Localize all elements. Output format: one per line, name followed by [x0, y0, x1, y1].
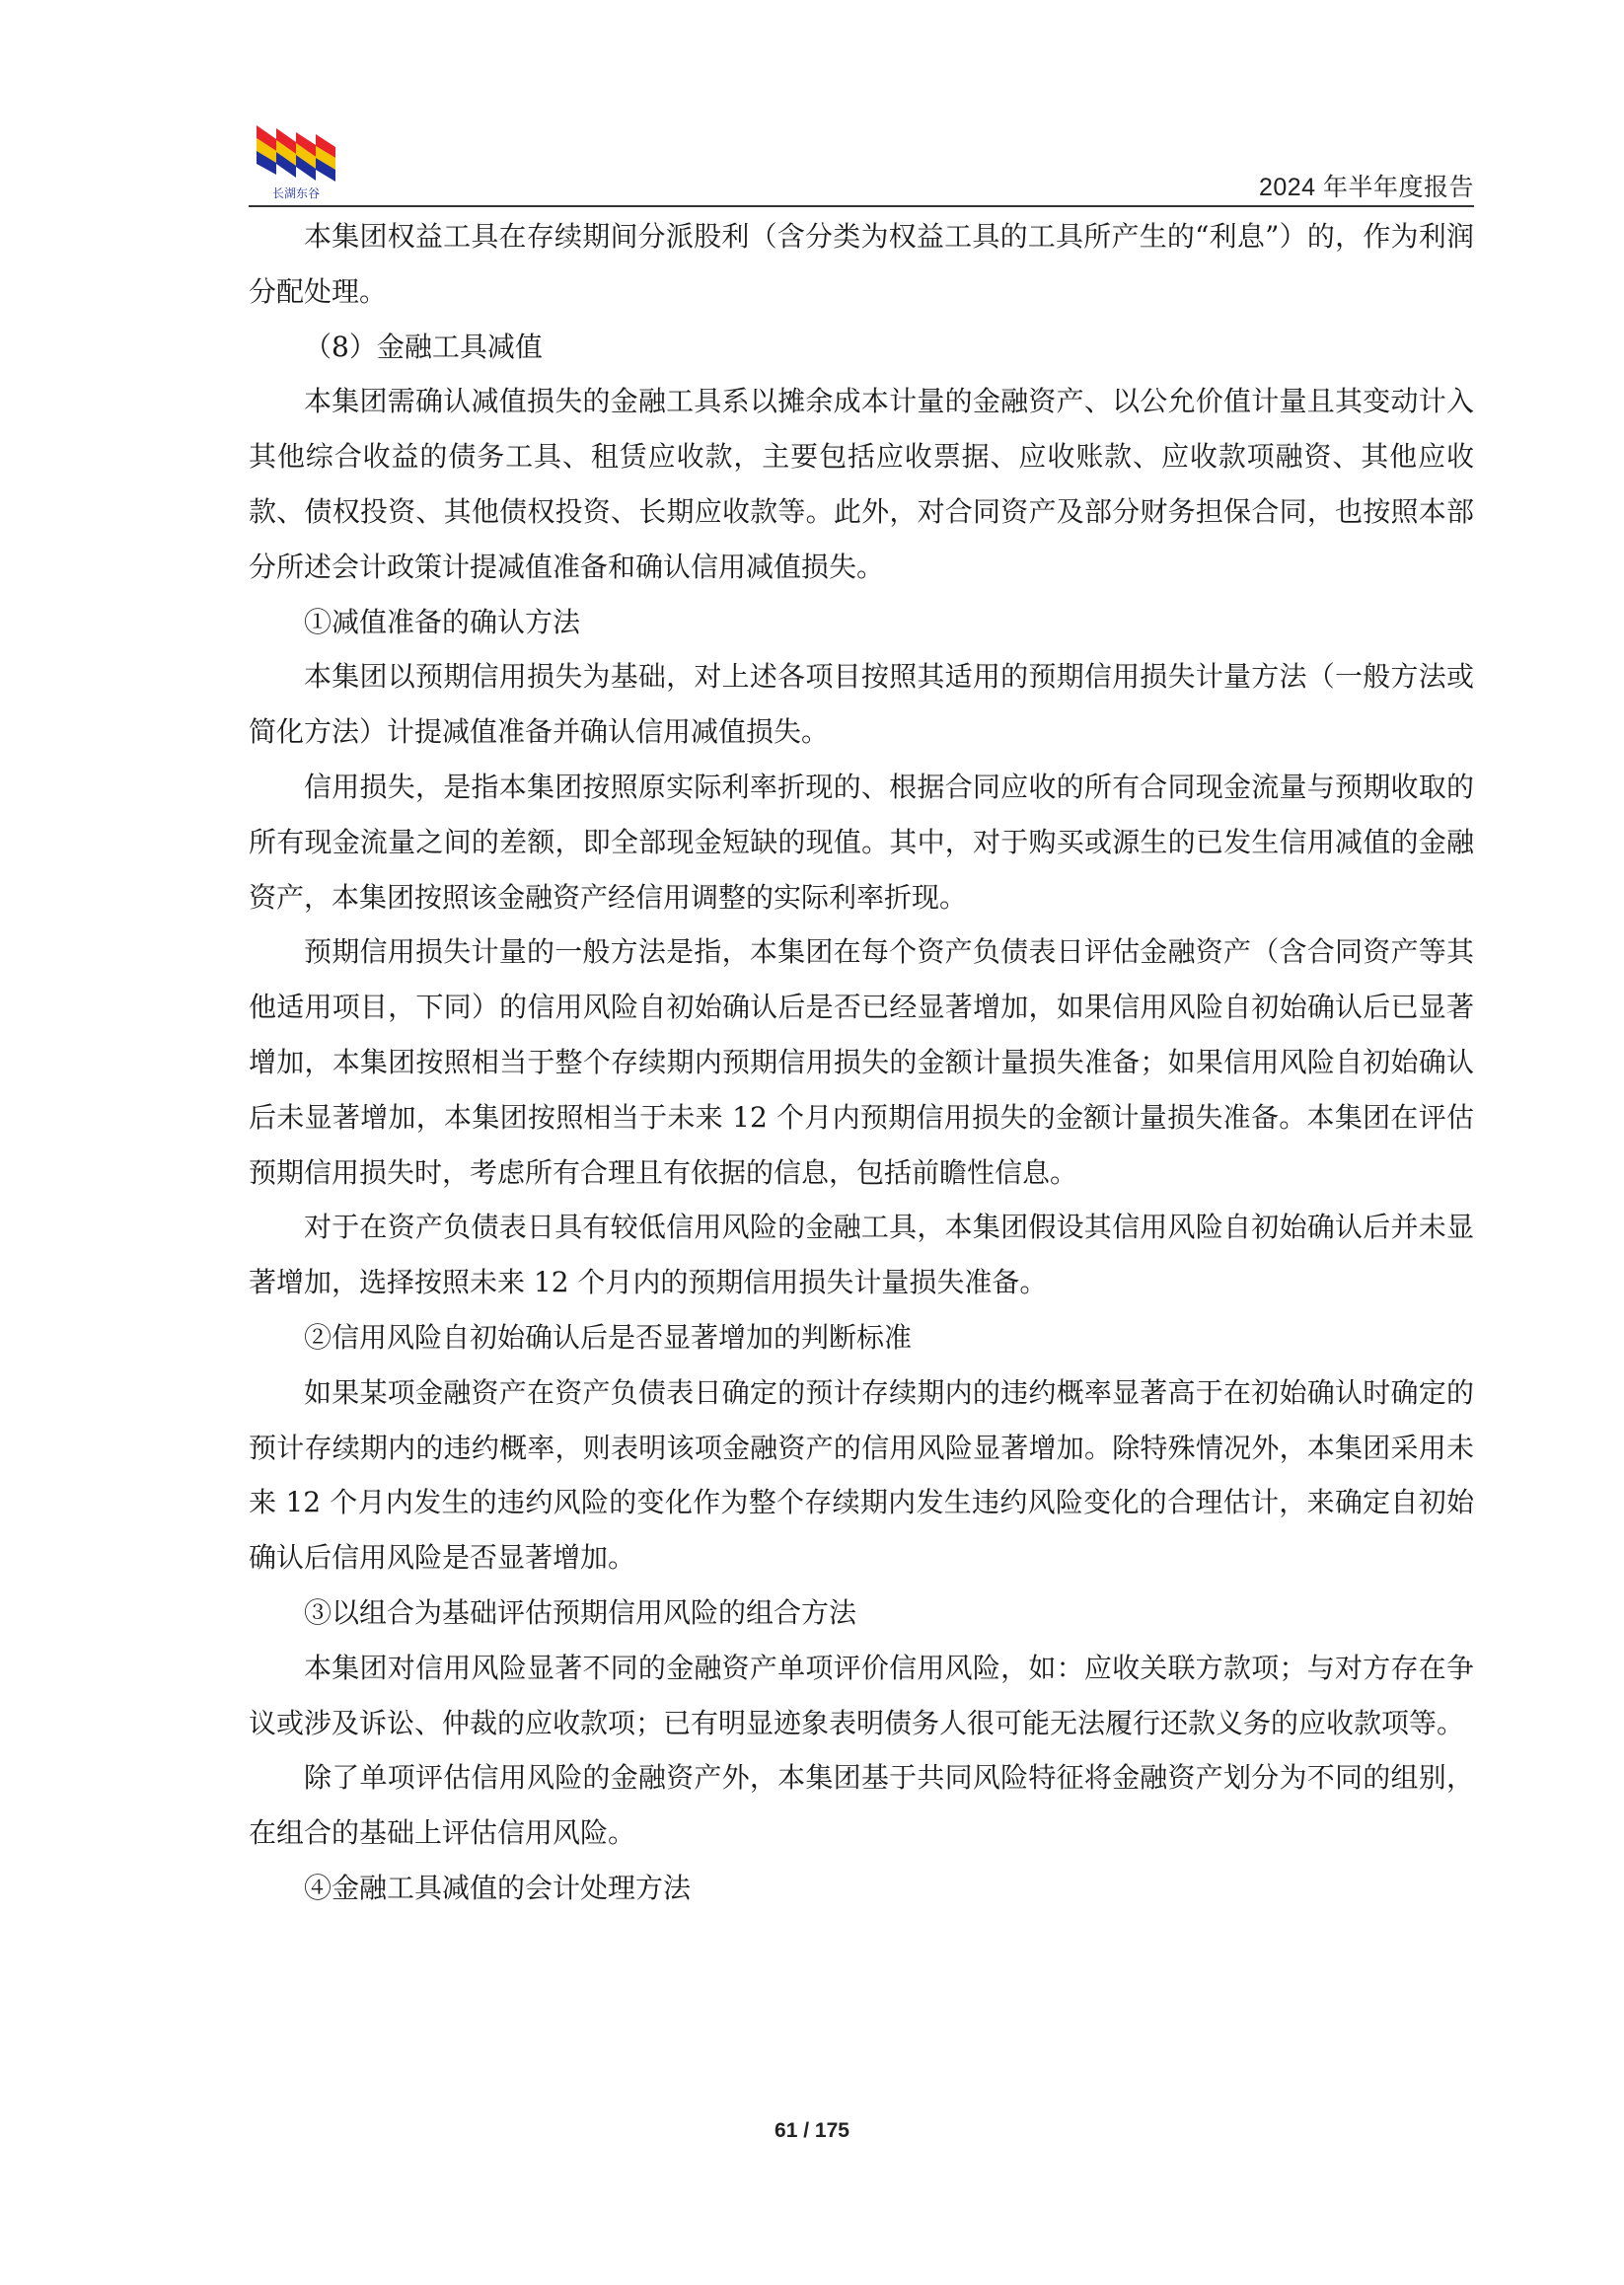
subsection-heading: ③以组合为基础评估预期信用风险的组合方法 — [304, 1595, 857, 1629]
header-divider — [249, 205, 1474, 207]
paragraph: 本集团以预期信用损失为基础，对上述各项目按照其适用的预期信用损失计量方法（一般方法或简化方法）计提减值准备并确认信用减值损失。 — [249, 660, 1474, 749]
page-header — [249, 116, 1474, 207]
page-number: 61 / 175 — [775, 2119, 849, 2142]
paragraph: 预期信用损失计量的一般方法是指，本集团在每个资产负债表日评估金融资产（含合同资产等其他适用项目，下同）的信用风险自初始确认后是否已经显著增加，如果信用风险自初始确认后已显著增加，本集团按照相当于整个存续期内预期信用损失的金额计量损失准备；如果信用风险自初始确认后未显著增加，本集团按照相当于未来 12 个月内预期信用损失的金额计量损失准备。本集团在评估预期信用损失时，考虑所有合理且有依据的信息，包括前瞻性信息。 — [249, 935, 1474, 1189]
body-text — [249, 209, 1474, 1916]
report-title: 2024 年半年度报告 — [1258, 174, 1474, 201]
paragraph: 本集团需确认减值损失的金融工具系以摊余成本计量的金融资产、以公允价值计量且其变动计入其他综合收益的债务工具、租赁应收款，主要包括应收票据、应收账款、应收款项融资、其他应收款、债权投资、其他债权投资、长期应收款等。此外，对合同资产及部分财务担保合同，也按照本部分所述会计政策计提减值准备和确认信用减值损失。 — [249, 385, 1474, 583]
logo-lettering: 长湖东谷 — [271, 186, 321, 200]
paragraph: 对于在资产负债表日具有较低信用风险的金融工具，本集团假设其信用风险自初始确认后并未显著增加，选择按照未来 12 个月内的预期信用损失计量损失准备。 — [249, 1211, 1474, 1299]
paragraph: 如果某项金融资产在资产负债表日确定的预计存续期内的违约概率显著高于在初始确认时确定的预计存续期内的违约概率，则表明该项金融资产的信用风险显著增加。除特殊情况外，本集团采用未来 12 个月内发生的违约风险的变化作为整个存续期内发生违约风险变化的合理估计，来确定自初始确认后信用风险是否显著增加。 — [249, 1375, 1474, 1575]
paragraph: 除了单项评估信用风险的金融资产外，本集团基于共同风险特征将金融资产划分为不同的组别，在组合的基础上评估信用风险。 — [249, 1761, 1474, 1850]
paragraph: 本集团权益工具在存续期间分派股利（含分类为权益工具的工具所产生的“利息”）的，作为利润分配处理。 — [249, 220, 1474, 308]
section-heading: （8）金融工具减值 — [304, 330, 543, 363]
paragraph: 本集团对信用风险显著不同的金融资产单项评价信用风险，如：应收关联方款项；与对方存在争议或涉及诉讼、仲裁的应收款项；已有明显迹象表明债务人很可能无法履行还款义务的应收款项等。 — [249, 1651, 1474, 1739]
paragraph: 信用损失，是指本集团按照原实际利率折现的、根据合同应收的所有合同现金流量与预期收取的所有现金流量之间的差额，即全部现金短缺的现值。其中，对于购买或源生的已发生信用减值的金融资产，本集团按照该金融资产经信用调整的实际利率折现。 — [249, 770, 1474, 914]
subsection-heading: ②信用风险自初始确认后是否显著增加的判断标准 — [304, 1320, 913, 1354]
company-logo — [255, 120, 337, 203]
subsection-heading: ④金融工具减值的会计处理方法 — [304, 1871, 692, 1904]
company-logo-mark — [255, 120, 337, 203]
subsection-heading: ①减值准备的确认方法 — [304, 605, 581, 638]
